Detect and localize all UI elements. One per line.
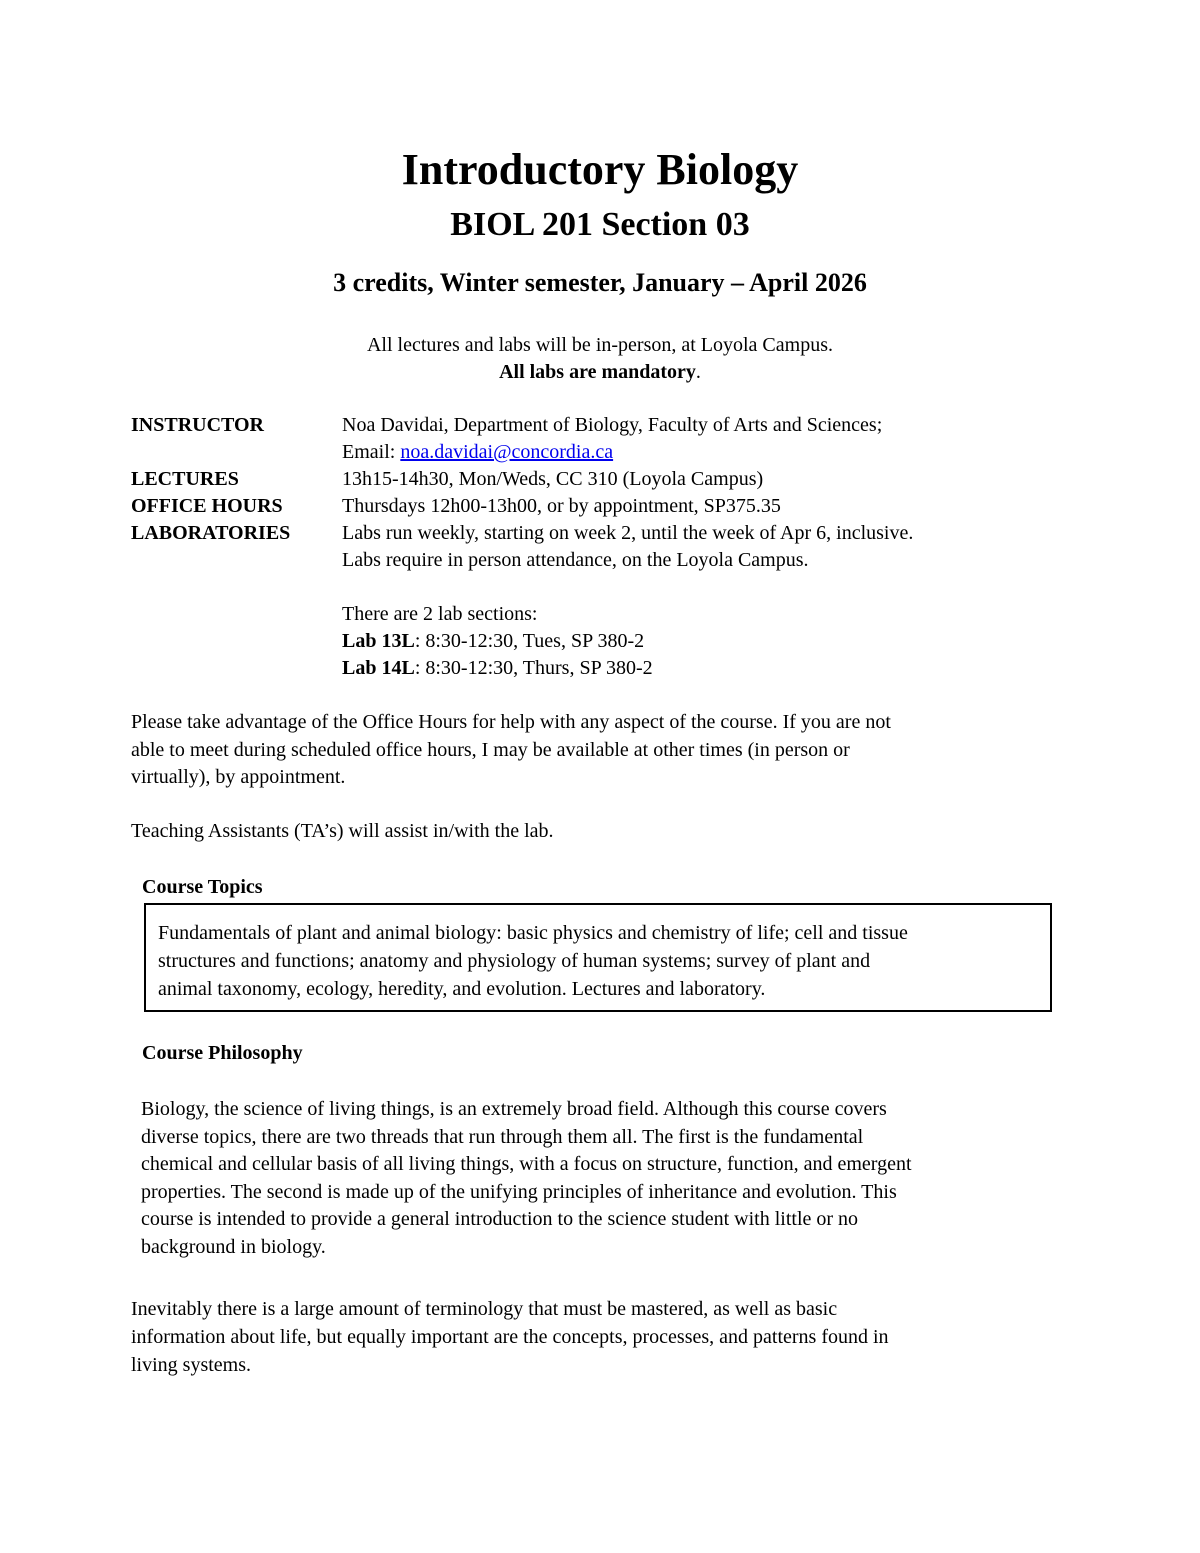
- instructor-label: INSTRUCTOR: [131, 414, 264, 436]
- laboratories-line2: Labs require in person attendance, on the Loyola Campus.: [342, 549, 809, 571]
- office-hours-label: OFFICE HOURS: [131, 495, 283, 517]
- lab-sections-intro: There are 2 lab sections:: [342, 603, 538, 625]
- philosophy-line: Biology, the science of living things, is an extremely broad field. Although this course covers: [141, 1098, 887, 1120]
- topics-line: animal taxonomy, ecology, heredity, and evolution. Lectures and laboratory.: [158, 978, 766, 1000]
- laboratories-label: LABORATORIES: [131, 522, 291, 544]
- lectures-value: 13h15-14h30, Mon/Weds, CC 310 (Loyola Campus): [342, 468, 764, 490]
- in-person-notice: All lectures and labs will be in-person, at Loyola Campus.: [366, 334, 833, 356]
- note-line: able to meet during scheduled office hours, I may be available at other times (in person or: [131, 738, 850, 761]
- ta-note: Teaching Assistants (TA’s) will assist in/with the lab.: [131, 820, 554, 842]
- lectures-label: LECTURES: [131, 468, 239, 490]
- note-line: Please take advantage of the Office Hours for help with any aspect of the course. If you are not: [131, 711, 891, 733]
- philosophy-line: living systems.: [131, 1354, 252, 1376]
- lab-section-detail: : 8:30-12:30, Tues, SP 380-2: [414, 630, 645, 652]
- course-title: Introductory Biology: [401, 145, 799, 194]
- credits-line: 3 credits, Winter semester, January – April 2026: [333, 268, 867, 297]
- laboratories-line1: Labs run weekly, starting on week 2, until the week of Apr 6, inclusive.: [342, 522, 914, 544]
- course-code: BIOL 201 Section 03: [450, 206, 750, 243]
- philosophy-line: course is intended to provide a general introduction to the science student with little or no: [141, 1208, 859, 1231]
- mandatory-notice-tail: .: [695, 361, 701, 383]
- mandatory-notice-bold: All labs are mandatory: [499, 361, 696, 383]
- instructor-value: Noa Davidai, Department of Biology, Faculty of Arts and Sciences;: [342, 414, 883, 436]
- instructor-email-link[interactable]: noa.davidai@concordia.ca: [400, 441, 614, 463]
- topics-line: Fundamentals of plant and animal biology: basic physics and chemistry of life; cell and tissue: [158, 922, 908, 944]
- philosophy-paragraph-1: [141, 1096, 1081, 1262]
- philosophy-line: background in biology.: [141, 1235, 326, 1258]
- philosophy-line: information about life, but equally important are the concepts, processes, and patterns found in: [131, 1326, 889, 1348]
- philosophy-line: Inevitably there is a large amount of terminology that must be mastered, as well as basic: [131, 1298, 838, 1320]
- note-line: virtually), by appointment.: [131, 766, 346, 788]
- course-philosophy-heading: Course Philosophy: [142, 1042, 303, 1064]
- topics-line: structures and functions; anatomy and physiology of human systems; survey of plant and: [158, 950, 871, 972]
- course-topics-box: [144, 903, 1052, 1012]
- email-prefix: Email:: [342, 441, 401, 463]
- lab-section-detail: : 8:30-12:30, Thurs, SP 380-2: [414, 657, 653, 679]
- philosophy-line: properties. The second is made up of the unifying principles of inheritance and evolution. This: [141, 1180, 897, 1203]
- course-topics-heading: Course Topics: [142, 876, 263, 898]
- philosophy-line: diverse topics, there are two threads that run through them all. The first is the fundamental: [141, 1125, 864, 1148]
- lab-section-name: Lab 13L: [342, 630, 415, 652]
- mandatory-notice: [0, 359, 1200, 386]
- lab-section-13l: [342, 628, 644, 655]
- philosophy-paragraph-2: [131, 1295, 1071, 1379]
- office-hours-note: [131, 709, 1071, 792]
- instructor-email-line: [342, 439, 613, 466]
- philosophy-line: chemical and cellular basis of all living things, with a focus on structure, function, and emergent: [141, 1153, 912, 1176]
- lab-section-name: Lab 14L: [342, 657, 415, 679]
- lab-section-14l: [342, 655, 653, 682]
- office-hours-value: Thursdays 12h00-13h00, or by appointment, SP375.35: [342, 495, 781, 517]
